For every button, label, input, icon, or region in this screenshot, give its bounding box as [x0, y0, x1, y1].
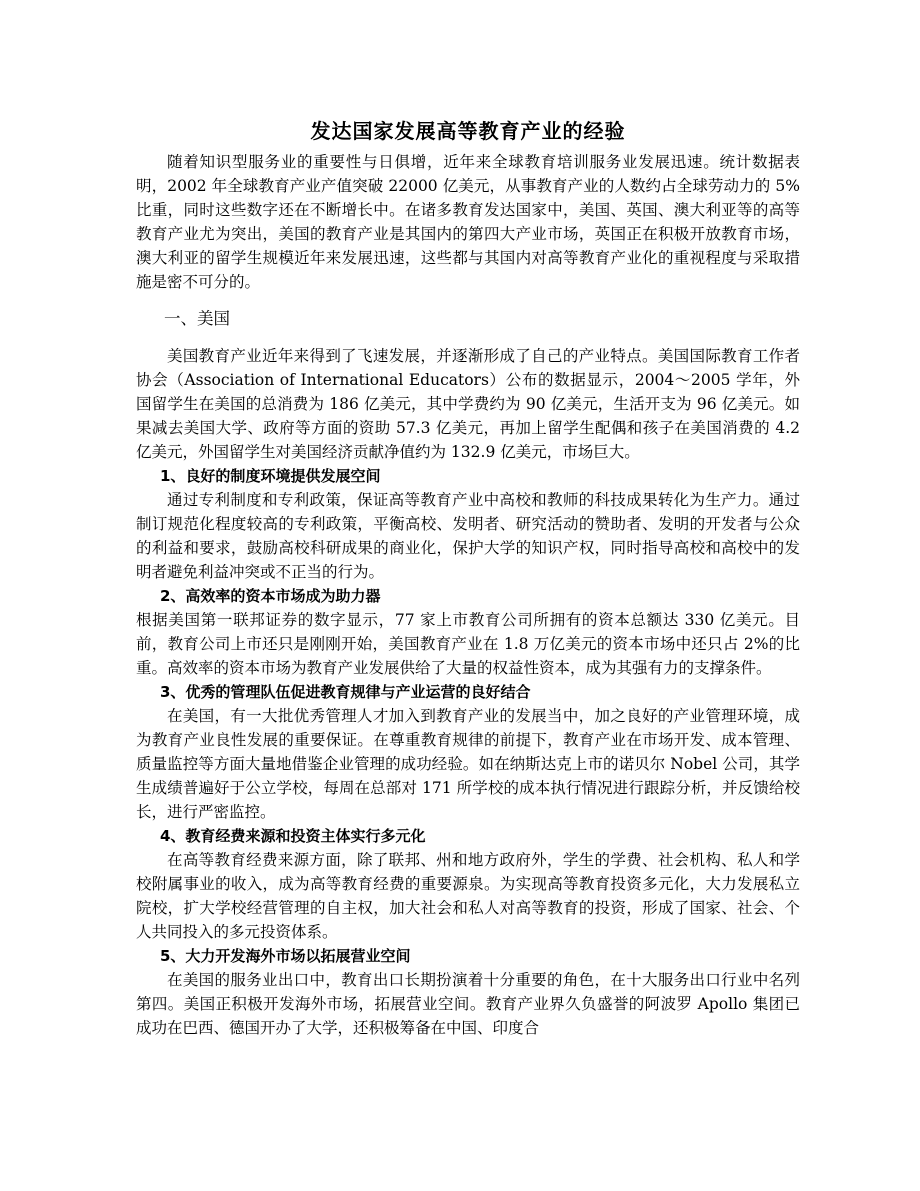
- section-intro-paragraph: 美国教育产业近年来得到了飞速发展，并逐渐形成了自己的产业特点。美国国际教育工作者协会（Association of International Educators）公布的数据显示，2004～2005 学年，外国留学生在美国的总消费为 186 亿美元，其中学费约为 90 亿美元，生活开支为 96 亿美元。如果减去美国大学、政府等方面的资助 57.3 亿美元，再加上留学生配偶和孩子在美国消费的 4.2 亿美元，外国留学生对美国经济贡献净值约为 132.9 亿美元，市场巨大。: [136, 347, 800, 461]
- document-body: [136, 116, 800, 1040]
- intro-paragraph: 随着知识型服务业的重要性与日俱增，近年来全球教育培训服务业发展迅速。统计数据表明，2002 年全球教育产业产值突破 22000 亿美元，从事教育产业的人数约占全球劳动力的 5%比重，同时这些数字还在不断增长中。在诸多教育发达国家中，美国、英国、澳大利亚等的高等教育产业尤为突出，美国的教育产业是其国内的第四大产业市场，英国正在积极开放教育市场，澳大利亚的留学生规模近年来发展迅速，这些都与其国内对高等教育产业化的重视程度与采取措施是密不可分的。: [136, 153, 800, 291]
- document-title: 发达国家发展高等教育产业的经验: [310, 119, 626, 143]
- subsection-heading-2: 2、高效率的资本市场成为助力器: [160, 587, 381, 605]
- subsection-heading-5: 5、大力开发海外市场以拓展营业空间: [160, 947, 411, 965]
- subsection-heading-3: 3、优秀的管理队伍促进教育规律与产业运营的良好结合: [160, 683, 531, 701]
- subsection-heading-4: 4、教育经费来源和投资主体实行多元化: [160, 827, 426, 845]
- subsection-paragraph-2: 根据美国第一联邦证券的数字显示，77 家上市教育公司所拥有的资本总额达 330 亿美元。目前，教育公司上市还只是刚刚开始，美国教育产业在 1.8 万亿美元的资本市场中还只占 2%的比重。高效率的资本市场为教育产业发展供给了大量的权益性资本，成为其强有力的支撑条件。: [136, 611, 800, 677]
- subsection-paragraph-5: 在美国的服务业出口中，教育出口长期扮演着十分重要的角色，在十大服务出口行业中名列第四。美国正积极开发海外市场，拓展营业空间。教育产业界久负盛誉的阿波罗 Apollo 集团已成功在巴西、德国开办了大学，还积极筹备在中国、印度合: [136, 971, 800, 1037]
- subsection-paragraph-1: 通过专利制度和专利政策，保证高等教育产业中高校和教师的科技成果转化为生产力。通过制订规范化程度较高的专利政策，平衡高校、发明者、研究活动的赞助者、发明的开发者与公众的利益和要求，鼓励高校科研成果的商业化，保护大学的知识产权，同时指导高校和高校中的发明者避免利益冲突或不正当的行为。: [136, 491, 800, 581]
- subsection-heading-1: 1、良好的制度环境提供发展空间: [160, 467, 381, 485]
- section-heading-usa: 一、美国: [164, 309, 231, 328]
- subsection-paragraph-3: 在美国，有一大批优秀管理人才加入到教育产业的发展当中，加之良好的产业管理环境，成为教育产业良性发展的重要保证。在尊重教育规律的前提下，教育产业在市场开发、成本管理、质量监控等方面大量地借鉴企业管理的成功经验。如在纳斯达克上市的诺贝尔 Nobel 公司，其学生成绩普遍好于公立学校，每周在总部对 171 所学校的成本执行情况进行跟踪分析，并反馈给校长，进行严密监控。: [136, 707, 800, 821]
- subsection-paragraph-4: 在高等教育经费来源方面，除了联邦、州和地方政府外，学生的学费、社会机构、私人和学校附属事业的收入，成为高等教育经费的重要源泉。为实现高等教育投资多元化，大力发展私立院校，扩大学校经营管理的自主权，加大社会和私人对高等教育的投资，形成了国家、社会、个人共同投入的多元投资体系。: [136, 851, 800, 941]
